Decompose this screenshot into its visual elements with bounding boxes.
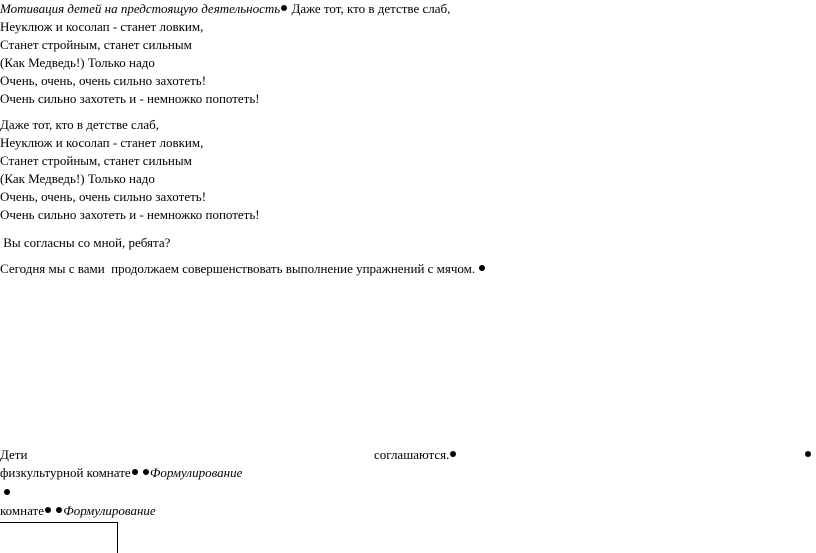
agree-line (374, 446, 457, 464)
heading-title: Мотивация детей на предстоящую деятельность (0, 1, 281, 16)
poem-1-line: Очень, очень, очень сильно захотеть! (0, 73, 207, 88)
poem-first-line: Даже тот, кто в детстве слаб, (291, 1, 451, 16)
bullet-icon (132, 469, 138, 475)
room-text: комнате (0, 503, 44, 518)
gym-room-line (0, 464, 242, 482)
bullet-icon (281, 5, 287, 11)
children-label: Дети (0, 447, 28, 462)
bullet-icon (450, 451, 456, 457)
gym-room-text: физкультурной комнате (0, 465, 131, 480)
bullet-icon (804, 446, 812, 464)
formulation-text: Формулирование (149, 465, 243, 480)
bullet-icon (143, 469, 149, 475)
bullet-icon (3, 484, 11, 502)
bullet-icon (45, 507, 51, 513)
room-line (0, 502, 156, 520)
poem-1-line: Неуклюж и косолап - станет ловким, (0, 19, 204, 34)
formulation-text: Формулирование (63, 503, 156, 518)
poem-2-line: (Как Медведь!) Только надо (0, 171, 155, 186)
poem-1-line: (Как Медведь!) Только надо (0, 55, 155, 70)
poem-2-line: Очень, очень, очень сильно захотеть! (0, 189, 207, 204)
poem-2-line: Станет стройным, станет сильным (0, 153, 192, 168)
poem-2-line: Неуклюж и косолап - станет ловким, (0, 135, 204, 150)
heading-line (0, 0, 450, 18)
bullet-icon (56, 507, 62, 513)
poem-1-line: Станет стройным, станет сильным (0, 37, 192, 52)
poem-2-line: Очень сильно захотеть и - немножко попотеть! (0, 207, 260, 222)
statement-line (0, 260, 486, 278)
poem-1-line: Очень сильно захотеть и - немножко попотеть! (0, 91, 260, 106)
frame-box (0, 522, 118, 553)
agree-text: соглашаются. (374, 447, 450, 462)
question-text: Вы согласны со мной, ребята? (0, 235, 171, 250)
statement-text: Сегодня мы с вами продолжаем совершенствовать выполнение упражнений с мячом. (0, 261, 476, 276)
bullet-icon (479, 265, 485, 271)
poem-2-line: Даже тот, кто в детстве слаб, (0, 117, 159, 132)
